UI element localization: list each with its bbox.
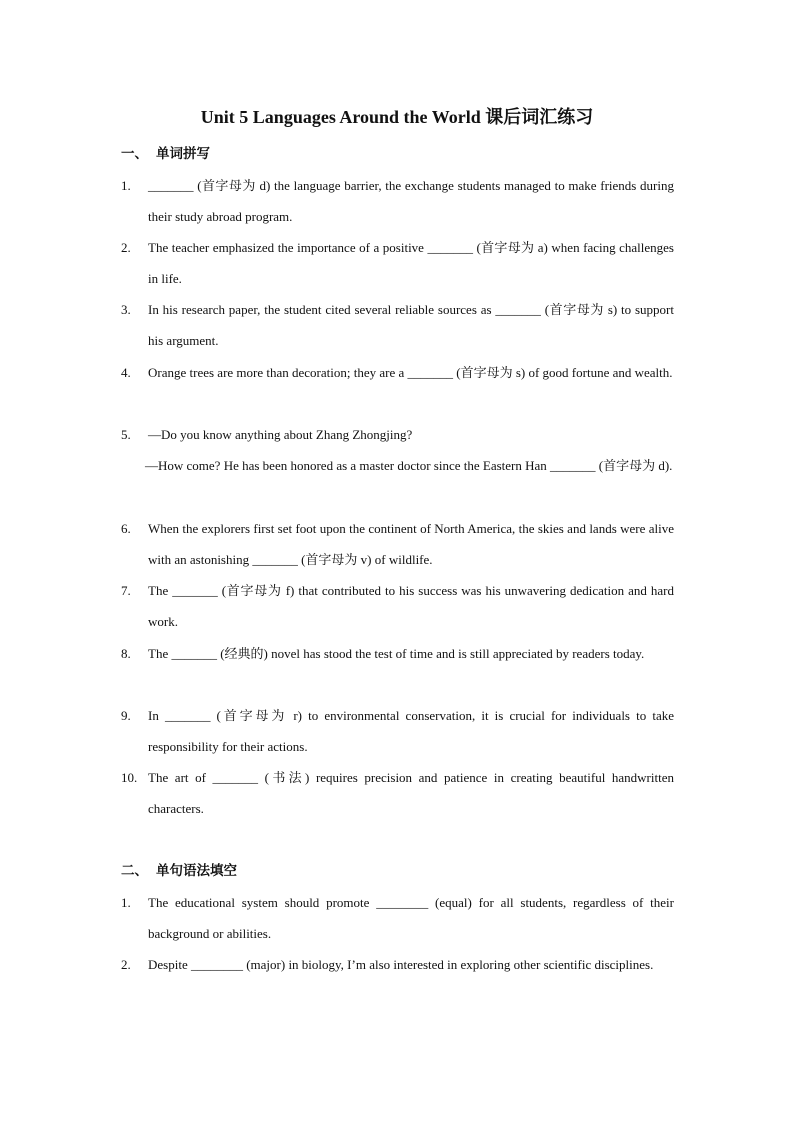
question-text: Orange trees are more than decoration; they are a _______ (首字母为 s) of good fortune and wealth. bbox=[148, 365, 673, 380]
question-item bbox=[121, 887, 674, 949]
question-number: 10. bbox=[121, 770, 138, 785]
document-title: Unit 5 Languages Around the World 课后词汇练习 bbox=[200, 107, 594, 127]
section-heading-grammar bbox=[121, 861, 237, 881]
question-item bbox=[121, 949, 674, 980]
question-number: 2. bbox=[121, 957, 131, 972]
question-number: 9. bbox=[121, 708, 131, 723]
question-text: The _______ (经典的) novel has stood the test of time and is still appreciated by readers today. bbox=[148, 646, 645, 661]
question-number: 1. bbox=[121, 178, 131, 193]
question-number: 8. bbox=[121, 646, 131, 661]
question-item-dialogue bbox=[121, 419, 674, 481]
question-item bbox=[121, 575, 674, 637]
question-number: 7. bbox=[121, 583, 131, 598]
question-item bbox=[121, 513, 674, 575]
question-text: In his research paper, the student cited several reliable sources as _______ (首字母为 s) to support his argument. bbox=[148, 302, 674, 348]
question-item bbox=[121, 700, 674, 762]
question-text: In _______ (首字母为 r) to environmental conservation, it is crucial for individuals to take responsibility for their actions. bbox=[148, 708, 674, 754]
question-item bbox=[121, 294, 674, 356]
question-text: The _______ (首字母为 f) that contributed to his success was his unwavering dedication and hard work. bbox=[148, 583, 674, 629]
section-title: 单句语法填空 bbox=[156, 863, 237, 878]
question-number: 2. bbox=[121, 240, 131, 255]
question-item bbox=[121, 170, 674, 232]
section-heading-spelling bbox=[121, 144, 210, 164]
question-number: 5. bbox=[121, 427, 131, 442]
question-item bbox=[121, 357, 674, 388]
question-item bbox=[121, 638, 674, 669]
question-text: The teacher emphasized the importance of a positive _______ (首字母为 a) when facing challenges in life. bbox=[148, 240, 674, 286]
question-item bbox=[121, 762, 674, 824]
question-text: The educational system should promote ________ (equal) for all students, regardless of their background or abilities. bbox=[148, 895, 674, 941]
question-number: 4. bbox=[121, 365, 131, 380]
section-number: 二、 bbox=[121, 863, 148, 878]
question-text: Despite ________ (major) in biology, I’m also interested in exploring other scientific disciplines. bbox=[148, 957, 654, 972]
dialogue-line-1: —Do you know anything about Zhang Zhongjing? bbox=[148, 427, 413, 442]
question-text: _______ (首字母为 d) the language barrier, the exchange students managed to make friends during their study abroad program. bbox=[148, 178, 674, 224]
question-text: The art of _______ (书法) requires precision and patience in creating beautiful handwritten characters. bbox=[148, 770, 674, 816]
question-text: When the explorers first set foot upon the continent of North America, the skies and lands were alive with an astonishing _______ (首字母为 v) of wildlife. bbox=[148, 521, 674, 567]
dialogue-line-2: —How come? He has been honored as a master doctor since the Eastern Han _______ (首字母为 d). bbox=[145, 458, 673, 473]
section-number: 一、 bbox=[121, 146, 148, 161]
section-title: 单词拼写 bbox=[156, 146, 210, 161]
question-number: 6. bbox=[121, 521, 131, 536]
question-item bbox=[121, 232, 674, 294]
question-number: 3. bbox=[121, 302, 131, 317]
question-number: 1. bbox=[121, 895, 131, 910]
